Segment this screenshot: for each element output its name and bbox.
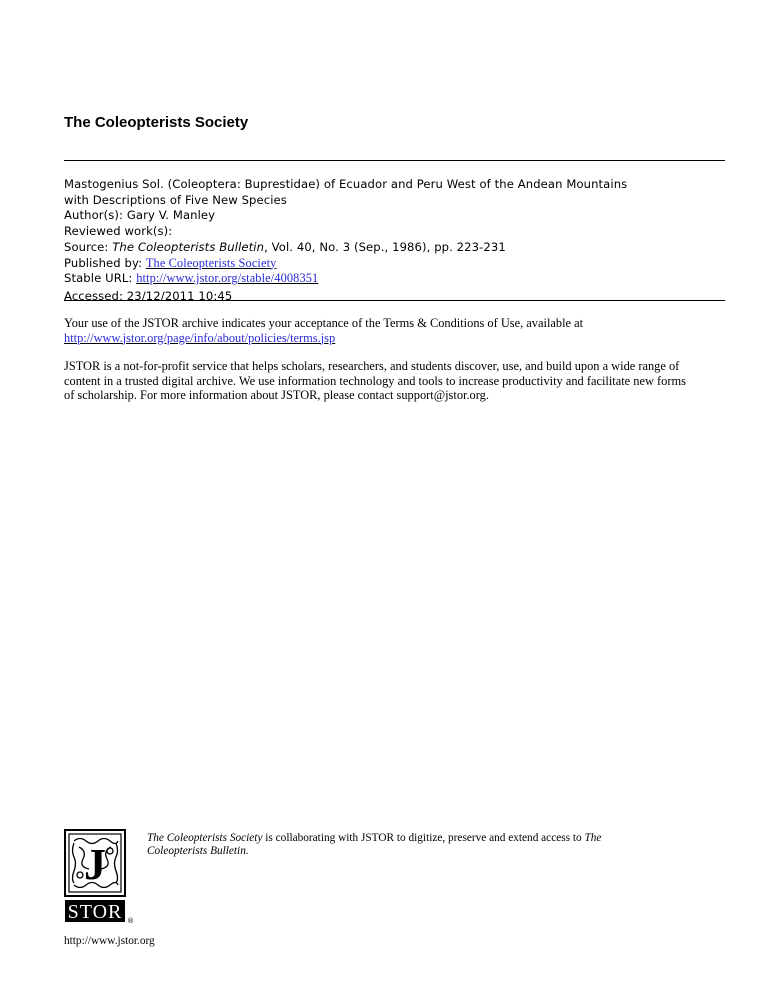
logo-initial: J: [84, 840, 106, 889]
source-row: [64, 240, 734, 256]
terms-link[interactable]: http://www.jstor.org/page/info/about/policies/terms.jsp: [64, 330, 336, 345]
accessed-label: Accessed:: [64, 288, 123, 303]
about-paragraph: [64, 359, 734, 403]
published-label: Published by:: [64, 255, 143, 270]
jstor-home-link[interactable]: http://www.jstor.org: [64, 935, 155, 947]
stable-url-row: [64, 271, 734, 287]
about-line-1: JSTOR is a not-for-profit service that helps scholars, researchers, and students discover, use, and build upon a wide range of: [64, 359, 680, 373]
about-line-2: content in a trusted digital archive. We use information technology and tools to increase productivity and facilitate new forms: [64, 373, 686, 388]
author-label: Author(s):: [64, 208, 124, 223]
source-details: , Vol. 40, No. 3 (Sep., 1986), pp. 223-231: [264, 239, 506, 254]
reviewed-row: [64, 224, 734, 240]
registered-mark: ®: [127, 917, 134, 925]
article-metadata: [64, 177, 734, 305]
collab-journal-part-2: Coleopterists Bulletin.: [147, 844, 249, 857]
accessed-date: 23/12/2011 10:45: [126, 288, 233, 303]
article-title-line-1: Mastogenius Sol. (Coleoptera: Buprestidae) of Ecuador and Peru West of the Andean Mountains: [64, 177, 628, 191]
stable-url-link[interactable]: http://www.jstor.org/stable/4008351: [136, 271, 319, 286]
bottom-divider: [64, 300, 725, 301]
terms-text: Your use of the JSTOR archive indicates your acceptance of the Terms & Conditions of Use, available at: [64, 316, 584, 330]
collab-journal-part-1: The: [584, 832, 602, 844]
top-divider: [64, 160, 725, 161]
publisher-heading: The Coleopterists Society: [64, 114, 249, 131]
accessed-row: [64, 289, 734, 305]
author-name: Gary V. Manley: [126, 208, 216, 223]
published-row: [64, 256, 734, 272]
collab-middle: is collaborating with JSTOR to digitize, preserve and extend access to: [262, 832, 585, 844]
source-journal: The Coleopterists Bulletin: [112, 239, 265, 254]
about-line-3: of scholarship. For more information about JSTOR, please contact support@jstor.org.: [64, 388, 489, 402]
logo-wordmark: STOR: [67, 901, 123, 923]
stable-url-label: Stable URL:: [64, 271, 133, 286]
article-title-line-2: with Descriptions of Five New Species: [64, 192, 287, 207]
collab-society: The Coleopterists Society: [147, 832, 263, 844]
collaboration-statement: [147, 832, 707, 857]
source-label: Source:: [64, 239, 109, 254]
reviewed-label: Reviewed work(s):: [64, 224, 173, 239]
author-row: [64, 208, 734, 224]
terms-paragraph: [64, 316, 734, 345]
publisher-link[interactable]: The Coleopterists Society: [145, 255, 277, 270]
jstor-logo[interactable]: [64, 829, 134, 927]
